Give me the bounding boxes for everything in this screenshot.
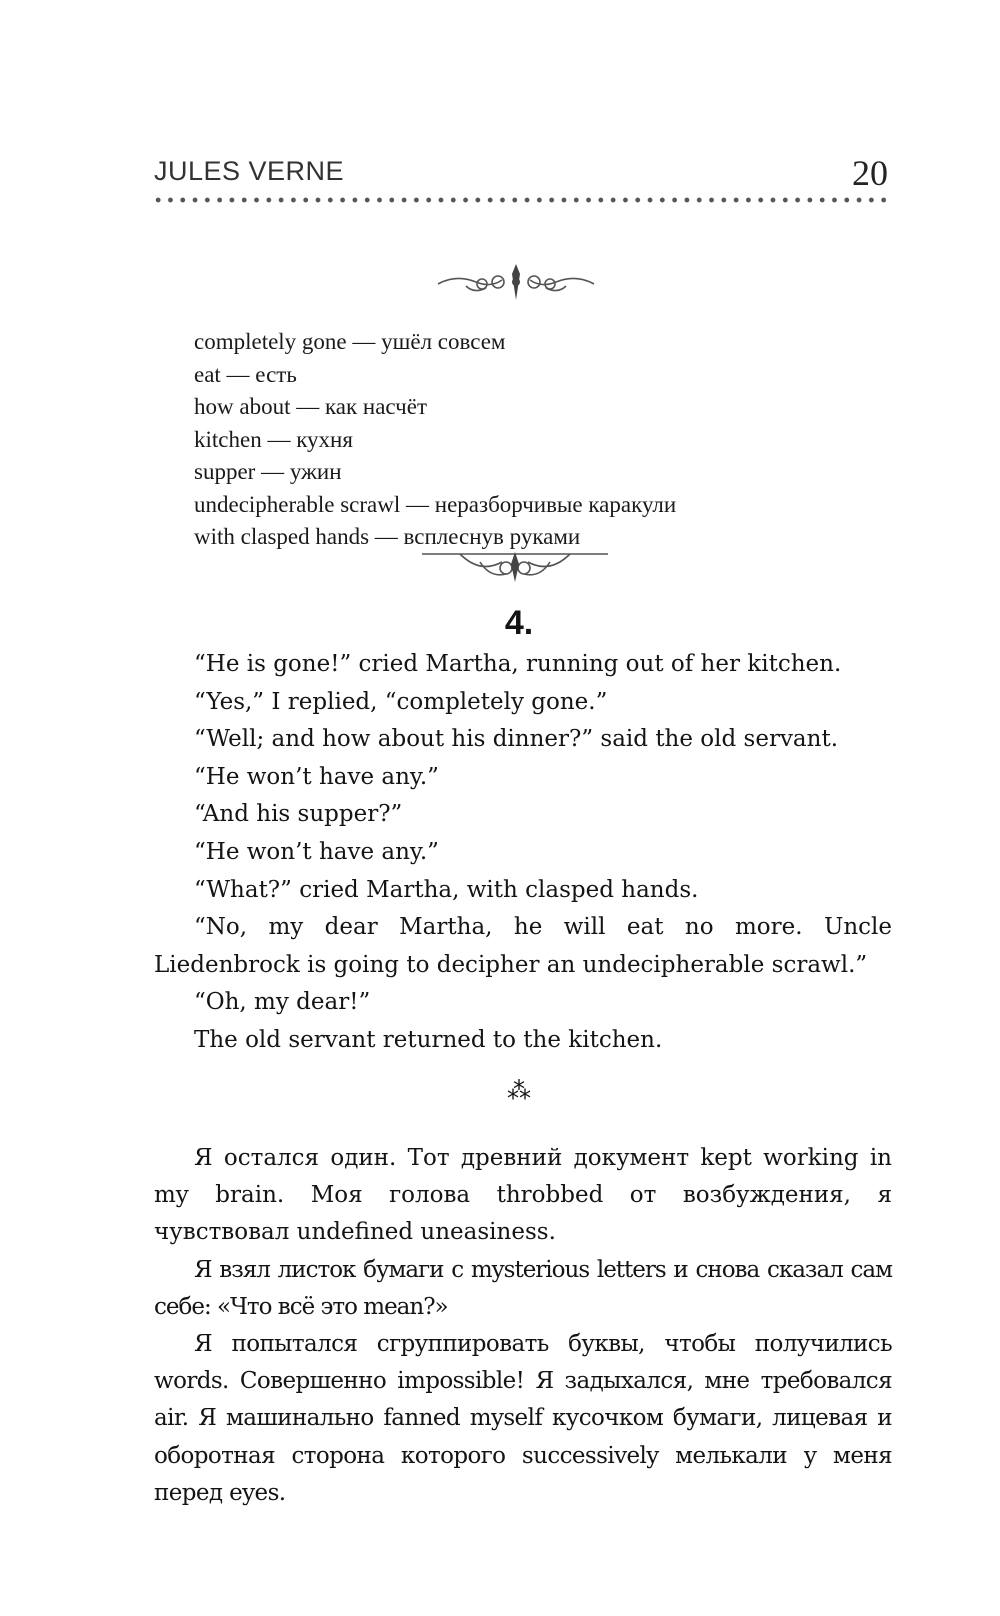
dialogue-line: “He won’t have any.” xyxy=(194,838,439,865)
dialogue-line: “Yes,” I replied, “completely gone.” xyxy=(194,688,608,715)
bottom-ornament-icon xyxy=(420,548,610,584)
narrative-paragraph: Я взял листок бумаги с mysterious letters и снова сказал сам себе: «Что всё это mean?» xyxy=(154,1256,892,1320)
vocabulary-item: kitchen — кухня xyxy=(194,426,353,452)
dotted-rule xyxy=(152,196,890,204)
vocabulary-item: how about — как насчёт xyxy=(194,394,428,419)
vocabulary-item: undecipherable scrawl — неразборчивые каракули xyxy=(194,491,677,517)
dialogue-line: “What?” cried Martha, with clasped hands. xyxy=(194,876,699,903)
dialogue-line: “Oh, my dear!” xyxy=(194,989,371,1016)
vocabulary-item: supper — ужин xyxy=(194,459,342,484)
dialogue-section xyxy=(154,646,892,1060)
vocabulary-item: eat — есть xyxy=(194,361,297,387)
narrative-paragraph: Я остался один. Тот древний документ kept working in my brain. Моя голова throbbed от возбуждения, я чувствовал undefined uneasiness. xyxy=(154,1145,892,1246)
asterism-separator: ⁂ xyxy=(507,1077,531,1105)
narrative-paragraph: Я попытался сгруппировать буквы, чтобы получились words. Совершенно impossible! Я задыхался, мне требовался air. Я машинально fanned myself кусочком бумаги, лицевая и оборотная сторона которого successively мелькали у меня перед eyes. xyxy=(154,1331,892,1506)
dialogue-line: “He won’t have any.” xyxy=(194,763,439,790)
dialogue-line: “And his supper?” xyxy=(194,801,403,828)
vocabulary-list xyxy=(194,326,676,554)
vocabulary-item: completely gone — ушёл совсем xyxy=(194,329,506,354)
narrative-section xyxy=(154,1140,892,1512)
chapter-number: 4. xyxy=(504,604,534,642)
dialogue-line: “No, my dear Martha, he will eat no more. Uncle Liedenbrock is going to decipher an undecipherable scrawl.” xyxy=(154,914,892,978)
page-number: 20 xyxy=(852,153,888,193)
dialogue-line: “He is gone!” cried Martha, running out of her kitchen. xyxy=(194,651,842,677)
header-title: JULES VERNE xyxy=(154,156,345,186)
top-ornament-icon xyxy=(436,262,596,302)
vocabulary-item: with clasped hands — всплеснув руками xyxy=(194,524,581,549)
dialogue-line: The old servant returned to the kitchen. xyxy=(194,1026,663,1053)
dialogue-line: “Well; and how about his dinner?” said the old servant. xyxy=(194,726,839,753)
